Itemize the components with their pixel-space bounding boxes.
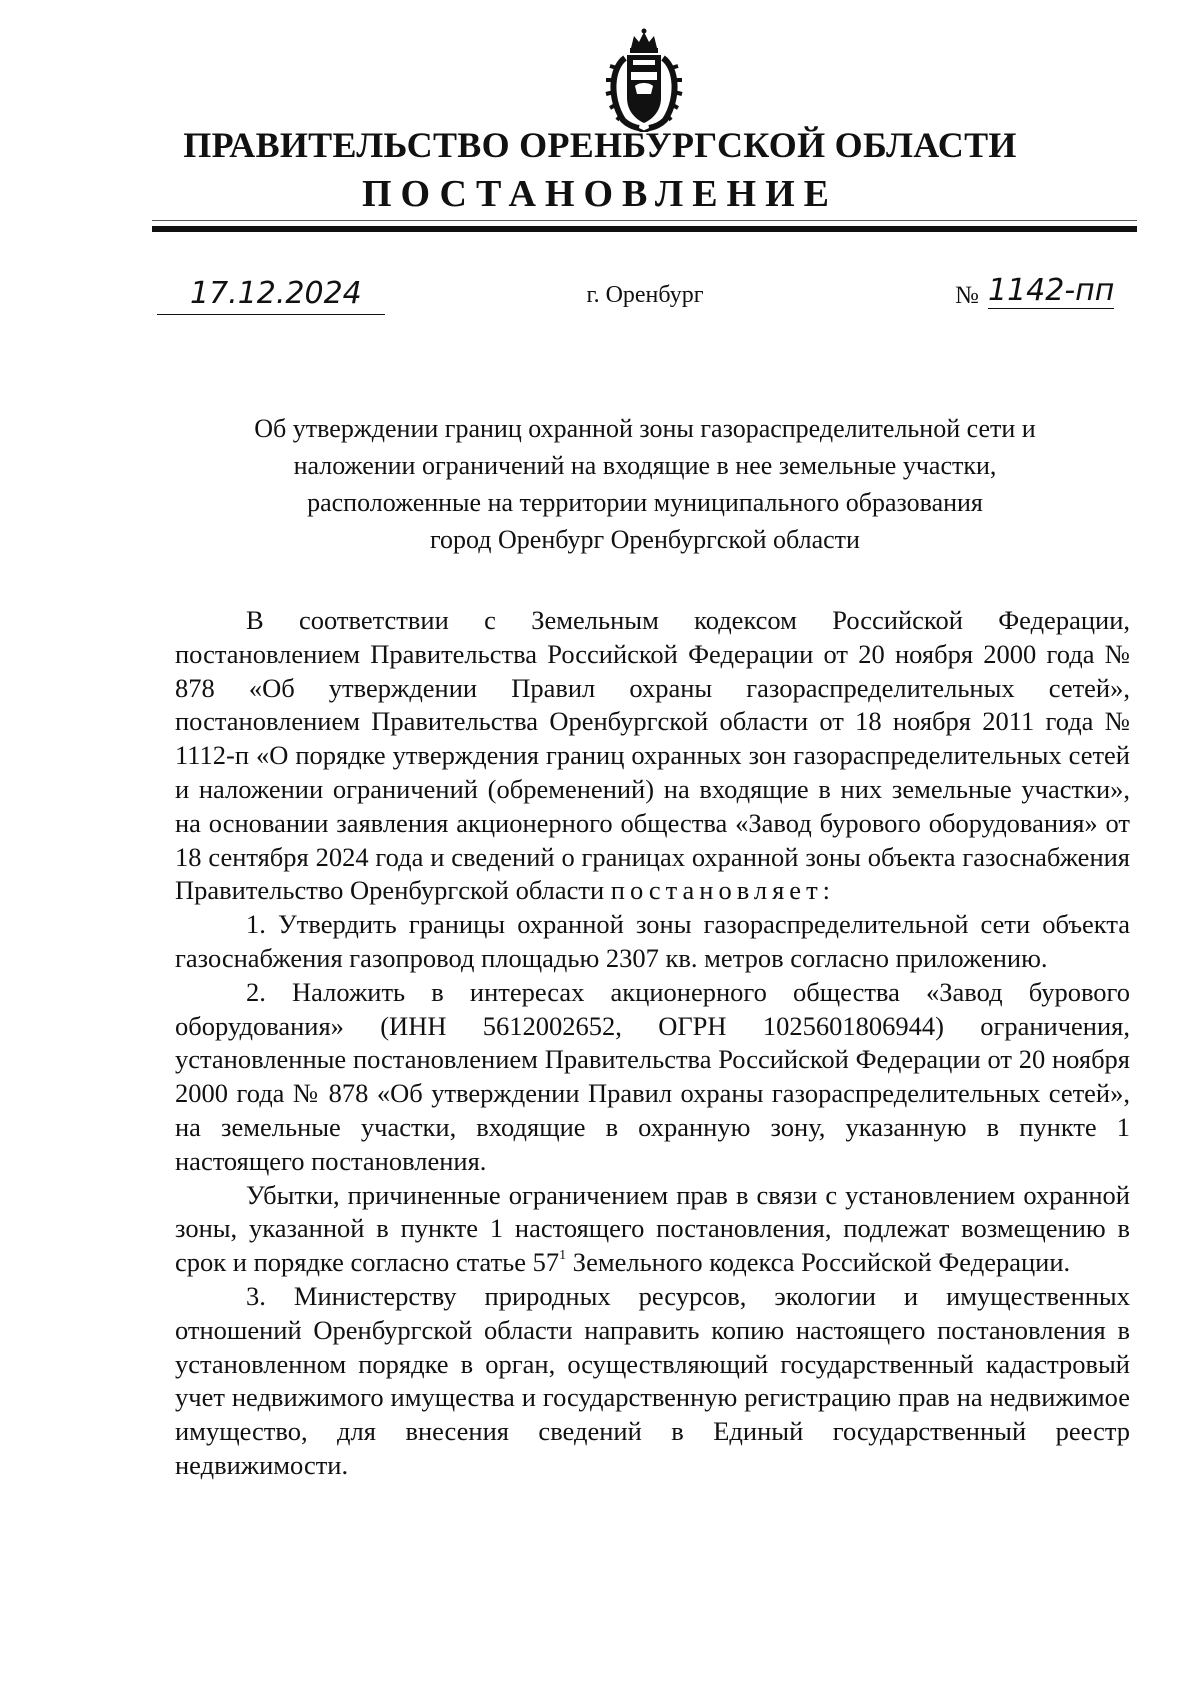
article-superscript: 1: [559, 1248, 567, 1264]
document-date: 17.12.2024: [190, 276, 362, 311]
document-type: ПОСТАНОВЛЕНИЕ: [361, 173, 839, 215]
preamble-paragraph: [175, 604, 1130, 908]
document-city: г. Оренбург: [586, 282, 704, 308]
title-line: расположенные на территории муниципального образования: [307, 488, 983, 517]
document-number: 1142-пп: [988, 273, 1115, 308]
item-3-paragraph: 3. Министерству природных ресурсов, экологии и имущественных отношений Оренбургской области направить копию настоящего постановления в установленном порядке в орган, осуществляющий государственный кадастровый учет недвижимого имущества и государственную регистрацию прав на недвижимое имущество, для внесения сведений в Единый государственный реестр недвижимости.: [175, 1280, 1130, 1480]
document-number-label: №: [955, 282, 979, 309]
organization-name: ПРАВИТЕЛЬСТВО ОРЕНБУРГСКОЙ ОБЛАСТИ: [183, 125, 1017, 165]
losses-text-end: Земельного кодекса Российской Федерации.: [566, 1247, 1071, 1278]
header-divider-thin: [152, 220, 1137, 221]
item-2-paragraph: 2. Наложить в интересах акционерного общества «Завод бурового оборудования» (ИНН 5612002652, ОГРН 1025601806944) ограничения, установленные постановлением Правительства Российской Федерации от 20 ноября 2000 года № 878 «Об утверждении Правил охраны газораспределительных сетей», на земельные участки, входящие в охранную зону, указанную в пункте 1 настоящего постановления.: [175, 976, 1130, 1176]
title-line: Об утверждении границ охранной зоны газораспределительной сети и: [254, 414, 1036, 443]
losses-paragraph: [175, 1179, 1130, 1280]
title-line: наложении ограничений на входящие в нее земельные участки,: [293, 451, 997, 480]
preamble-text: В соответствии с Земельным кодексом Российской Федерации, постановлением Правительства Российской Федерации от 20 ноября 2000 года № 878 «Об утверждении Правил охраны газораспределительных сетей», постановлением Правительства Оренбургской области от 18 ноября 2011 года № 1112-п «О порядке утверждения границ охранных зон газораспределительных сетей и наложении ограничений (обременений) на входящие в них земельные участки», на основании заявления акционерного общества «Завод бурового оборудования» от 18 сентября 2024 года и сведений о границах охранной зоны объекта газоснабжения Правительство Оренбургской области: [175, 605, 1130, 906]
title-line: город Оренбург Оренбургской области: [430, 525, 860, 554]
document-body: [175, 604, 1130, 1483]
document-title: [150, 410, 1140, 558]
item-1-paragraph: 1. Утвердить границы охранной зоны газораспределительной сети объекта газоснабжения газопровод площадью 2307 кв. метров согласно приложению.: [175, 909, 1130, 973]
orenburg-coat-of-arms-icon: [603, 28, 685, 132]
decree-word: постановляет: [610, 875, 823, 906]
header-divider: [152, 226, 1137, 232]
losses-text: Убытки, причиненные ограничением прав в связи с установлением охранной зоны, указанной в пункте 1 настоящего постановления, подлежат возмещению в срок и порядке согласно статье 57: [175, 1179, 1130, 1278]
preamble-colon: :: [822, 875, 831, 906]
